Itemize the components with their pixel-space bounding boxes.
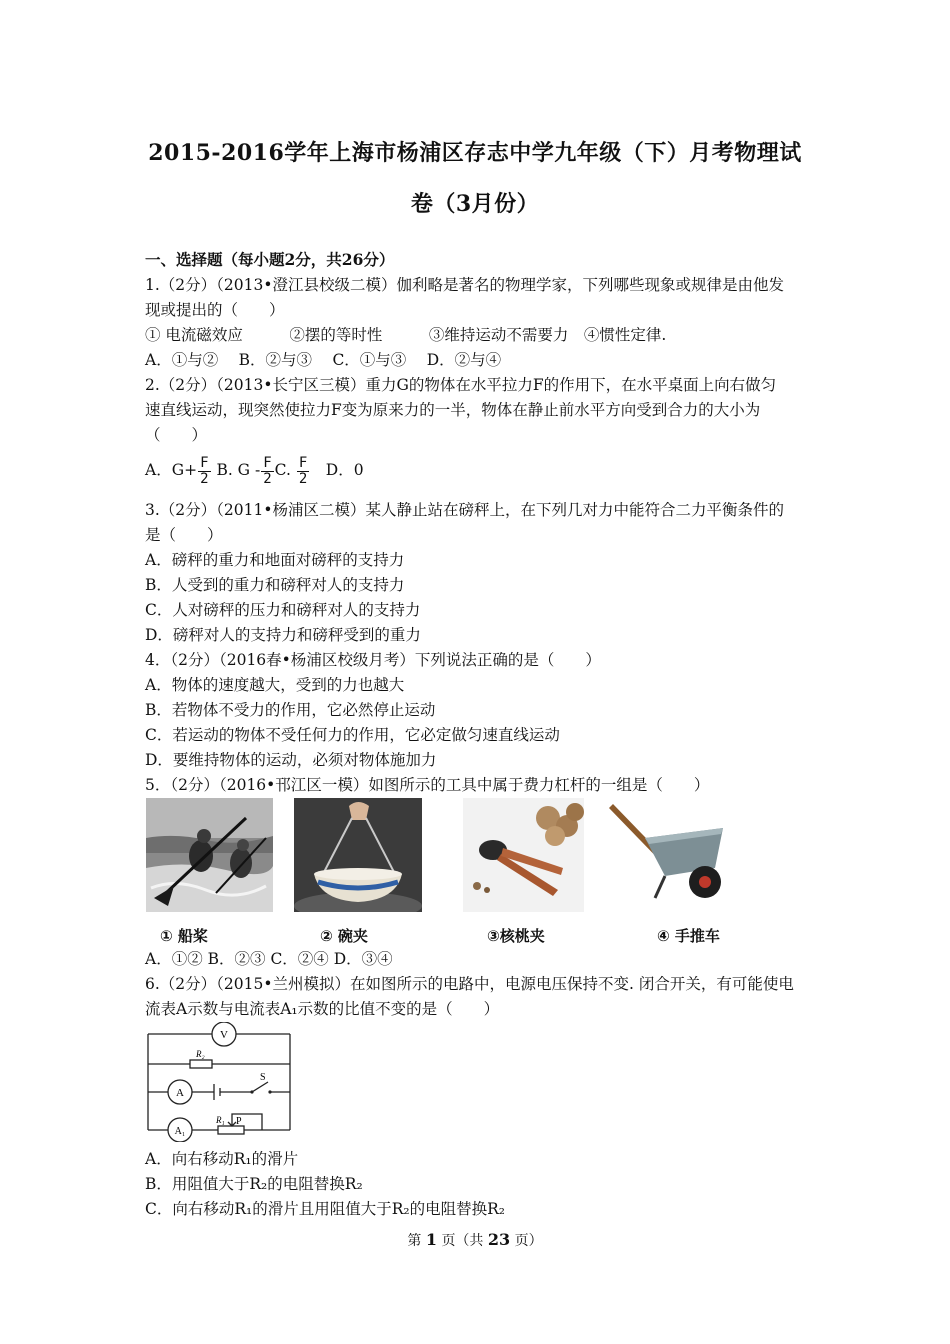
q5-stem: 5．（2分）（2016•邗江区一模）如图所示的工具中属于费力杠杆的一组是（ ）: [145, 776, 710, 794]
document-title-line2: 卷（3月份）: [410, 191, 540, 217]
bowl-clip-image: [294, 798, 422, 912]
q2-option-a-label: A．G+: [145, 461, 198, 479]
ammeter-a1-label: A₁: [174, 1126, 186, 1137]
page-footer: [0, 1230, 950, 1250]
caption-paddle: ① 船桨: [160, 927, 208, 945]
q3-option-d: D．磅秤对人的支持力和磅秤受到的重力: [145, 626, 421, 644]
r2-label: R₂: [196, 1049, 205, 1059]
q6-option-a: A．向右移动R₁的滑片: [145, 1150, 299, 1168]
q4-option-a: A．物体的速度越大，受到的力也越大: [145, 676, 405, 694]
q2-stem-line2: 速直线运动，现突然使拉力F变为原来力的一半，物体在静止前水平方向受到合力的大小为: [145, 401, 761, 419]
paddle-image: [146, 798, 273, 912]
caption-wheelbarrow: ④ 手推车: [657, 927, 720, 945]
voltmeter-label: V: [220, 1029, 228, 1041]
footer-middle: 页（共: [441, 1233, 484, 1249]
q6-stem-line1: 6.（2分）（2015•兰州模拟）在如图所示的电路中，电源电压保持不变. 闭合开关，有可能使电: [145, 975, 794, 993]
fraction-numerator: F: [263, 454, 272, 471]
q6-option-c: C．向右移动R₁的滑片且用阻值大于R₂的电阻替换R₂: [145, 1200, 506, 1218]
q2-stem-line1: 2.（2分）（2013•长宁区三模）重力G的物体在水平拉力F的作用下，在水平桌面上向右做匀: [145, 376, 777, 394]
q3-option-b: B．人受到的重力和磅秤对人的支持力: [145, 576, 405, 594]
slider-label: P: [236, 1116, 242, 1127]
fraction-f-over-2: [297, 456, 309, 487]
q4-option-d: D．要维持物体的运动，必须对物体施加力: [145, 751, 437, 769]
q3-stem-line1: 3.（2分）（2011•杨浦区二模）某人静止站在磅秤上，在下列几对力中能符合二力平衡条件的: [145, 501, 784, 519]
fraction-f-over-2: [198, 456, 210, 487]
bowl-clip-illustration: [294, 798, 422, 912]
q2-option-c-label: C.: [274, 461, 291, 479]
caption-nutcracker: ③核桃夹: [487, 927, 545, 945]
fraction-denominator: 2: [298, 470, 308, 487]
fraction-f-over-2: [261, 456, 273, 487]
nutcracker-illustration: [463, 798, 584, 912]
fraction-numerator: F: [298, 454, 308, 471]
section-heading: 一、选择题（每小题2分，共26分）: [145, 250, 395, 269]
q3-option-a: A．磅秤的重力和地面对磅秤的支持力: [145, 551, 405, 569]
q1-stem-line1: 1.（2分）（2013•澄江县校级二模）伽利略是著名的物理学家，下列哪些现象或规律是由他发: [145, 276, 784, 294]
fraction-numerator: F: [200, 454, 209, 471]
q6-option-b: B．用阻值大于R₂的电阻替换R₂: [145, 1175, 363, 1193]
wheelbarrow-image: [605, 798, 735, 912]
q1-items: ① 电流磁效应 ②摆的等时性 ③维持运动不需要力 ④惯性定律.: [145, 326, 667, 344]
q3-stem-line2: 是（ ）: [145, 526, 223, 544]
circuit-svg: [140, 1022, 295, 1142]
q4-option-b: B．若物体不受力的作用，它必然停止运动: [145, 701, 436, 719]
paddle-illustration: [146, 798, 273, 912]
document-title-line1: 2015-2016学年上海市杨浦区存志中学九年级（下）月考物理试: [148, 140, 802, 166]
footer-suffix: 页）: [514, 1233, 543, 1249]
q5-choices: A．①② B．②③ C．②④ D．③④: [145, 950, 393, 968]
q4-option-c: C．若运动的物体不受任何力的作用，它必定做匀速直线运动: [145, 726, 560, 744]
footer-total-pages: 23: [487, 1230, 511, 1249]
q6-stem-line2: 流表A示数与电流表A₁示数的比值不变的是（ ）: [145, 1000, 500, 1018]
q3-option-c: C．人对磅秤的压力和磅秤对人的支持力: [145, 601, 421, 619]
q1-choices: A．①与② B．②与③ C．①与③ D．②与④: [145, 351, 502, 369]
circuit-diagram: [140, 1022, 295, 1142]
q2-option-b-label: B. G -: [211, 461, 261, 479]
q2-stem-line3: （ ）: [145, 426, 208, 444]
wheelbarrow-illustration: [605, 798, 735, 912]
fraction-denominator: 2: [200, 470, 209, 487]
caption-bowl-clip: ② 碗夹: [320, 927, 368, 945]
ammeter-a-label: A: [176, 1087, 184, 1099]
q4-stem: 4．（2分）（2016春•杨浦区校级月考）下列说法正确的是（ ）: [145, 651, 601, 669]
nutcracker-image: [463, 798, 584, 912]
r1-label: R₁: [216, 1115, 225, 1125]
q2-choices: [145, 452, 364, 488]
switch-label: S: [260, 1072, 266, 1083]
footer-page-number: 1: [425, 1230, 437, 1249]
q2-option-d: D．0: [310, 461, 364, 479]
q1-stem-line2: 现或提出的（ ）: [145, 301, 285, 319]
fraction-denominator: 2: [263, 470, 272, 487]
footer-prefix: 第: [407, 1233, 422, 1249]
